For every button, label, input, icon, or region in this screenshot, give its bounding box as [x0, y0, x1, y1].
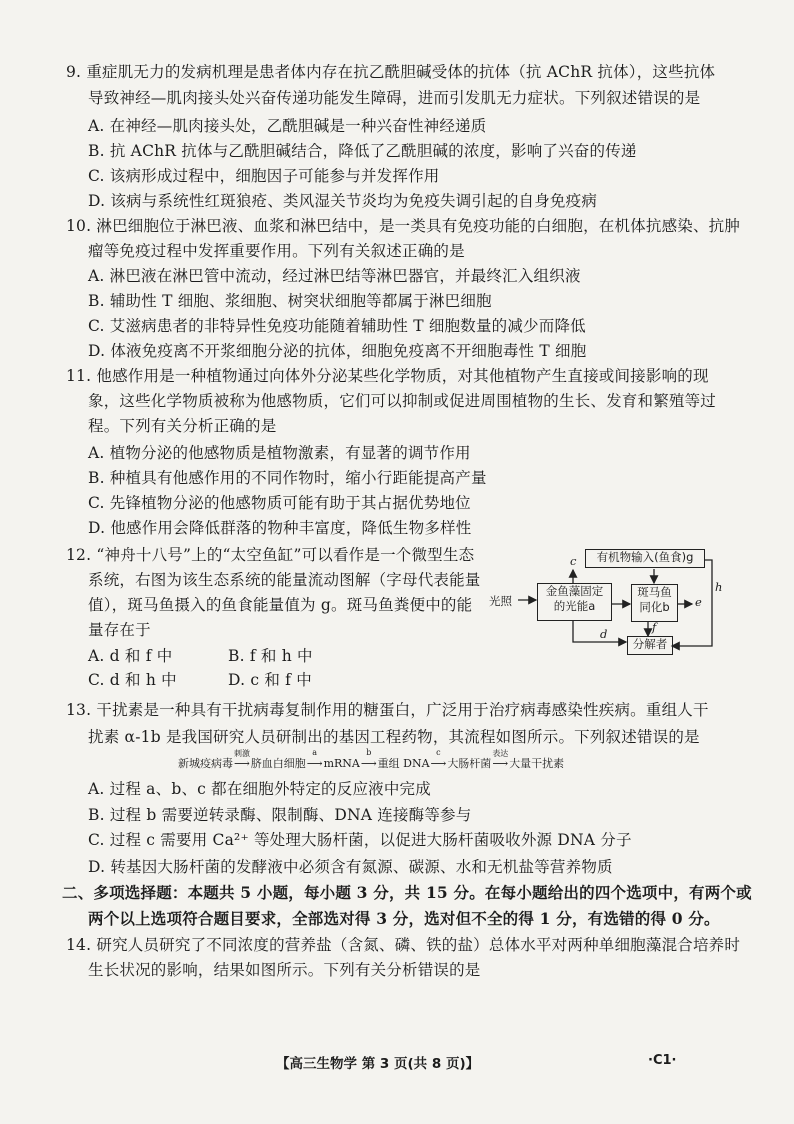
flow-step-interferon: 大量干扰素 [509, 757, 565, 770]
q13-option-b: B. 过程 b 需要逆转录酶、限制酶、DNA 连接酶等参与 [88, 806, 472, 824]
flow-label-express: 表达 [492, 749, 509, 758]
flow-label-c: c [436, 748, 441, 757]
q9-option-a: A. 在神经—肌肉接头处，乙酰胆碱是一种兴奋性神经递质 [88, 117, 487, 135]
box-zebrafish [631, 584, 678, 622]
q11-stem-line1: 11. 他感作用是一种植物通过向体外分泌某些化学物质，对其他植物产生直接或间接影响的现 [66, 367, 709, 385]
flow-step-ecoli: 大肠杆菌 [447, 757, 492, 770]
q13-option-a: A. 过程 a、b、c 都在细胞外特定的反应液中完成 [88, 780, 431, 798]
q12-stem-line2: 系统，右图为该生态系统的能量流动图解（字母代表能量 [88, 571, 481, 589]
box-fish-line1: 斑马鱼 [637, 585, 672, 599]
q12-option-c: C. d 和 h 中 [88, 671, 177, 689]
q10-option-d: D. 体液免疫离不开浆细胞分泌的抗体，细胞免疫离不开细胞毒性 T 细胞 [88, 342, 587, 360]
section2-heading-line1: 二、多项选择题：本题共 5 小题，每小题 3 分，共 15 分。在每小题给出的四个选项中，有两个或 [62, 883, 752, 902]
q9-stem-line1: 9. 重症肌无力的发病机理是患者体内存在抗乙酰胆碱受体的抗体（抗 AChR 抗体），这些抗体 [66, 63, 716, 81]
page-footer: 【高三生物学 第 3 页(共 8 页)】 [276, 1056, 480, 1072]
box-fish-line2: 同化b [639, 600, 670, 614]
flow-step-dna: 重组 DNA [377, 757, 430, 770]
box-organic-input: 有机物输入(鱼食)g [585, 549, 705, 568]
box-algae-line2: 的光能a [553, 599, 596, 613]
q12-option-b: B. f 和 h 中 [228, 647, 313, 665]
q10-option-a: A. 淋巴液在淋巴管中流动，经过淋巴结等淋巴器官，并最终汇入组织液 [88, 267, 581, 285]
label-h: h [715, 580, 723, 594]
q9-option-c: C. 该病形成过程中，细胞因子可能参与并发挥作用 [88, 167, 440, 185]
interferon-flow [178, 748, 565, 771]
q13-option-c: C. 过程 c 需要用 Ca²⁺ 等处理大肠杆菌，以促进大肠杆菌吸收外源 DNA 分子 [88, 831, 632, 849]
box-algae-line1: 金鱼藻固定 [545, 584, 604, 598]
q12-stem-line1: 12. “神舟十八号”上的“太空鱼缸”可以看作是一个微型生态 [66, 546, 475, 564]
flow-label-a: a [312, 748, 318, 757]
label-c: c [570, 554, 577, 568]
q11-option-b: B. 种植具有他感作用的不同作物时，缩小行距能提高产量 [88, 469, 487, 487]
q13-stem-line2: 扰素 α-1b 是我国研究人员研制出的基因工程药物，其流程如图所示。下列叙述错误的是 [88, 728, 700, 746]
flow-arrow-a: a ⟶ [306, 748, 323, 770]
q9-stem-line2: 导致神经—肌肉接头处兴奋传递功能发生障碍，进而引发肌无力症状。下列叙述错误的是 [88, 89, 701, 107]
label-d: d [600, 627, 608, 641]
q11-stem-line2: 象，这些化学物质被称为他感物质，它们可以抑制或促进周围植物的生长、发育和繁殖等过 [88, 392, 717, 410]
q13-option-d: D. 转基因大肠杆菌的发酵液中必须含有氮源、碳源、水和无机盐等营养物质 [88, 858, 613, 876]
section2-heading-line2: 两个以上选项符合题目要求，全部选对得 3 分，选对但不全的得 1 分，有选错的得 0 分。 [88, 909, 720, 928]
label-e: e [695, 595, 702, 609]
q14-stem-line1: 14. 研究人员研究了不同浓度的营养盐（含氮、磷、铁的盐）总体水平对两种单细胞藻混合培养时 [66, 936, 741, 954]
box-algae [537, 583, 612, 621]
flow-label-b: b [366, 748, 372, 757]
flow-arrow-c: c ⟶ [430, 748, 447, 770]
label-f: f [652, 620, 657, 634]
q12-stem-line3: 值），斑马鱼摄入的鱼食能量值为 g。斑马鱼粪便中的能 [88, 596, 473, 614]
q9-option-b: B. 抗 AChR 抗体与乙酰胆碱结合，降低了乙酰胆碱的浓度，影响了兴奋的传递 [88, 142, 637, 160]
q10-option-b: B. 辅助性 T 细胞、浆细胞、树突状细胞等都属于淋巴细胞 [88, 292, 492, 310]
flow-step-virus: 新城疫病毒 [178, 757, 233, 770]
q10-stem-line1: 10. 淋巴细胞位于淋巴液、血浆和淋巴结中，是一类具有免疫功能的白细胞，在机体抗感染、抗肿 [66, 217, 741, 235]
flow-arrow-express: 表达 ⟶ [492, 749, 509, 770]
flow-arrow-b: b ⟶ [360, 748, 377, 770]
page-code: ·C1· [648, 1053, 677, 1068]
q12-stem-line4: 量存在于 [88, 621, 151, 639]
q11-option-d: D. 他感作用会降低群落的物种丰富度，降低生物多样性 [88, 519, 472, 537]
q10-stem-line2: 瘤等免疫过程中发挥重要作用。下列有关叙述正确的是 [88, 242, 465, 260]
flow-label-stimulate: 刺激 [234, 749, 250, 758]
q12-option-a: A. d 和 f 中 [88, 647, 173, 665]
q9-option-d: D. 该病与系统性红斑狼疮、类风湿关节炎均为免疫失调引起的自身免疫病 [88, 192, 598, 210]
q12-option-d: D. c 和 f 中 [228, 671, 312, 689]
flow-step-mrna: mRNA [323, 757, 360, 770]
q13-stem-line1: 13. 干扰素是一种具有干扰病毒复制作用的糖蛋白，广泛用于治疗病毒感染性疾病。重组人干 [66, 701, 709, 719]
q11-option-a: A. 植物分泌的他感物质是植物激素，有显著的调节作用 [88, 444, 471, 462]
q10-option-c: C. 艾滋病患者的非特异性免疫功能随着辅助性 T 细胞数量的减少而降低 [88, 317, 586, 335]
q11-stem-line3: 程。下列有关分析正确的是 [88, 417, 277, 435]
flow-step-cells: 脐血白细胞 [250, 757, 306, 770]
q11-option-c: C. 先锋植物分泌的他感物质可能有助于其占据优势地位 [88, 494, 471, 512]
flow-arrow-stimulate: 刺激 ⟶ [234, 749, 250, 770]
arrow-h [672, 560, 712, 646]
box-decomposer: 分解者 [627, 636, 673, 655]
label-light: 光照 [489, 594, 512, 608]
q14-stem-line2: 生长状况的影响，结果如图所示。下列有关分析错误的是 [88, 961, 481, 979]
